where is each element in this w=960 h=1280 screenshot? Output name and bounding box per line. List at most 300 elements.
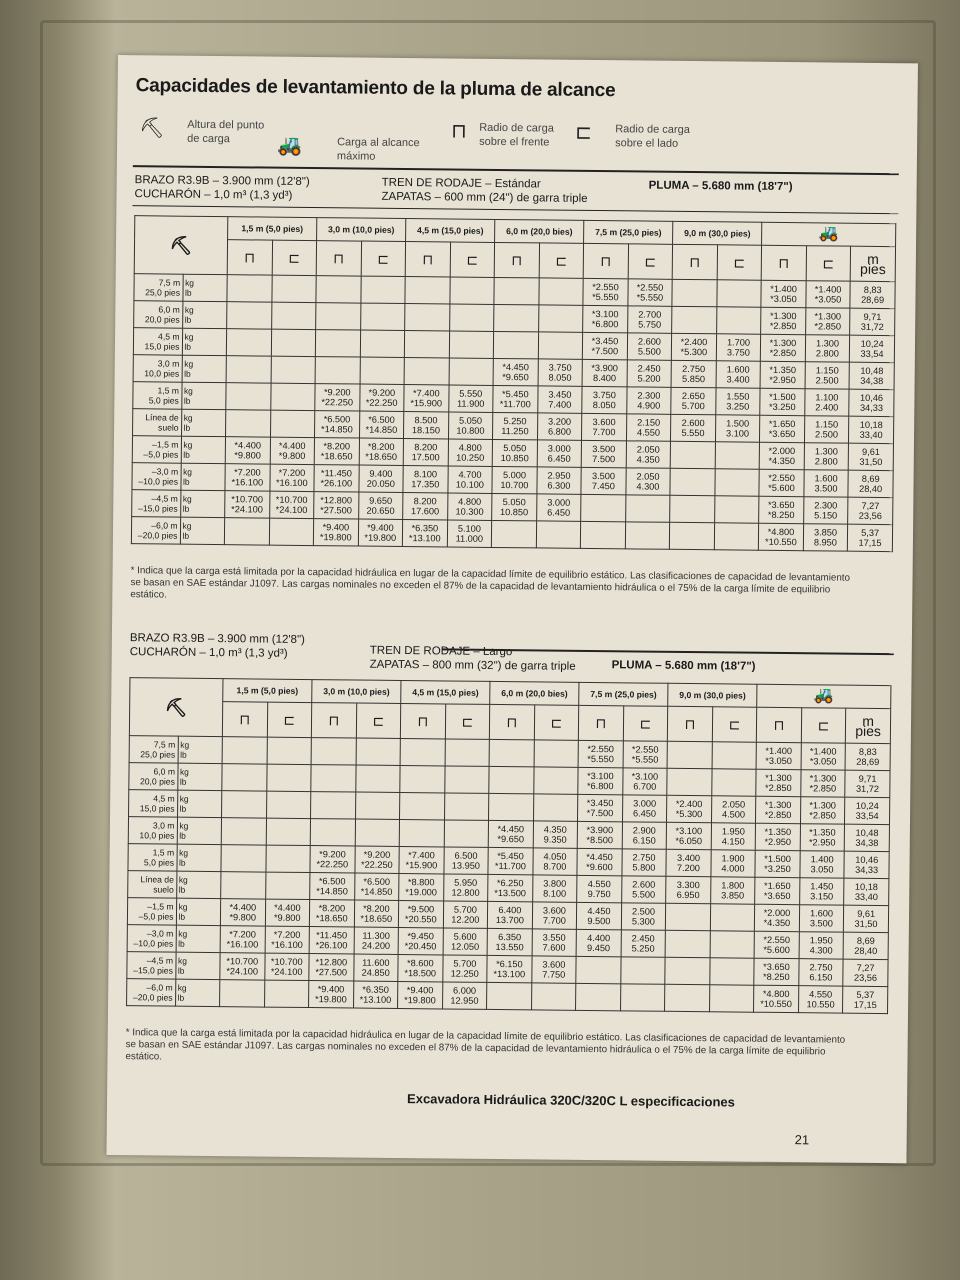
table-cell: [489, 739, 534, 766]
table-cell: *6.500 *14.850: [354, 873, 399, 900]
column-header: 3,0 m (10,0 pies): [312, 680, 401, 704]
table-cell: [667, 768, 712, 795]
table-cell: 3.500 7.500: [581, 440, 626, 467]
table-cell: [531, 983, 576, 1010]
table-cell: 10,46 34,33: [844, 851, 889, 878]
table-cell: *7.200 *16.100: [269, 464, 314, 491]
table-cell: 5,37 17,15: [848, 524, 893, 551]
table-cell: [265, 872, 310, 899]
column-header: 1,5 m (5,0 pies): [223, 679, 312, 703]
table-cell: 1.500 3.100: [715, 415, 760, 442]
table-cell: [538, 332, 583, 359]
front-load-icon: ⊓: [579, 705, 624, 740]
column-header: 9,0 m (30,0 pies): [668, 683, 757, 707]
row-height-label: 1,5 m 5,0 pies: [133, 382, 182, 410]
front-load-icon: ⊓: [400, 703, 445, 738]
front-load-icon: ⊓: [489, 704, 534, 739]
table-cell: 1.300 2.800: [805, 335, 850, 362]
table-cell: [222, 764, 267, 791]
table-cell: [576, 983, 621, 1010]
table-cell: *2.400 *5.300: [672, 333, 717, 360]
row-height-label: 4,5 m 15,0 pies: [129, 790, 178, 818]
table-cell: 3.500 7.450: [581, 467, 626, 494]
legend-item-front: ⊓ Radio de carga sobre el frente: [451, 120, 554, 149]
table-cell: [264, 980, 309, 1007]
table-cell: *7.200 *16.100: [225, 464, 270, 491]
table-cell: [625, 495, 670, 522]
column-header: 4,5 m (15,0 pies): [401, 680, 490, 704]
table-cell: 8.100 17.350: [403, 466, 448, 493]
table-cell: *1.650 *3.650: [760, 415, 805, 442]
footnote-2: * Indica que la carga está limitada por la capacidad hidráulica en lugar de la capacidad límite de equilibrio estático. Las clasificaciones de capacidad de levantamiento se basan en SAE estándar J1097. Las cargas nominales no exceden el 87% de la capacidad de levantamiento hidráulica o el 75% de la carga límite de equilibrio estático.: [125, 1027, 846, 1063]
table-cell: [360, 357, 405, 384]
table-cell: *10.700 *24.100: [220, 953, 265, 980]
table-cell: [405, 304, 450, 331]
table-cell: [271, 356, 316, 383]
table-cell: *9.400 *19.800: [313, 519, 358, 546]
table-cell: 3.450 7.400: [537, 386, 582, 413]
table-cell: *8.200 *18.650: [359, 438, 404, 465]
row-units: kg lb: [180, 490, 225, 517]
column-header: 7,5 m (25,0 pies): [579, 682, 668, 706]
table-cell: 1.550 3.250: [715, 388, 760, 415]
table-cell: 1.700 3.750: [716, 334, 761, 361]
table-cell: [491, 520, 536, 547]
front-load-icon: ⊓: [583, 243, 628, 278]
table-cell: [311, 765, 356, 792]
table-cell: 1.600 3.500: [804, 470, 849, 497]
table-cell: 2.900 6.150: [622, 822, 667, 849]
side-load-icon: ⊏: [356, 703, 401, 738]
front-load-icon: ⊓: [311, 703, 356, 738]
table-cell: *1.350 *2.950: [755, 823, 800, 850]
table-cell: 9,61 31,50: [848, 443, 893, 470]
table-cell: *10.700 *24.100: [269, 491, 314, 518]
table-cell: 5.050 10.850: [492, 439, 537, 466]
table-cell: *6.350 *13.100: [402, 520, 447, 547]
table-cell: *1.300 *2.850: [800, 797, 845, 824]
table-cell: 8,69 28,40: [848, 470, 893, 497]
table-cell: *7.400 *15.900: [399, 846, 444, 873]
table-cell: [224, 518, 269, 545]
table-cell: [400, 792, 445, 819]
row-units: kg lb: [182, 301, 227, 328]
row-height-label: Línea de suelo: [133, 409, 182, 437]
table-cell: 3.600 7.750: [531, 956, 576, 983]
table-cell: *2.550 *5.550: [583, 278, 628, 305]
row-height-label: –4,5 m –15,0 pies: [132, 490, 181, 518]
column-header: 4,5 m (15,0 pies): [406, 219, 495, 243]
table-cell: *10.700 *24.100: [264, 953, 309, 980]
table-cell: [444, 820, 489, 847]
bucket-height-icon: ⛏: [139, 117, 165, 140]
table-cell: 2.500 5.300: [621, 903, 666, 930]
table-cell: [267, 737, 312, 764]
table-cell: [710, 904, 755, 931]
table-cell: *3.650 *8.250: [754, 958, 799, 985]
table-cell: 5.700 12.200: [443, 901, 488, 928]
table-cell: [227, 275, 272, 302]
table-cell: 3.750 8.050: [538, 359, 583, 386]
table-cell: 2.950 6.300: [537, 467, 582, 494]
table-cell: 9,71 31,72: [850, 308, 895, 335]
row-units: kg lb: [175, 952, 220, 979]
table-cell: 3.300 6.950: [666, 876, 711, 903]
table-cell: *9.450 *20.450: [398, 927, 443, 954]
table-cell: *9.400 *19.800: [309, 981, 354, 1008]
row-units: kg lb: [181, 436, 226, 463]
table-cell: *8.200 *18.650: [309, 900, 354, 927]
row-units: kg lb: [176, 925, 221, 952]
table-cell: 5.950 12.800: [443, 874, 488, 901]
table-cell: [356, 738, 401, 765]
table-cell: [576, 956, 621, 983]
table-cell: 5.550 11.900: [448, 385, 493, 412]
table-cell: 6.000 12.950: [442, 982, 487, 1009]
table-cell: *4.800 *10.550: [754, 985, 799, 1012]
legend-item-max-reach: 🚜 Carga al alcance máximo: [276, 134, 420, 163]
table-cell: [404, 331, 449, 358]
page-title: Capacidades de levantamiento de la pluma de alcance: [135, 75, 616, 102]
table-cell: 5.600 12.050: [443, 928, 488, 955]
table-cell: *6.500 *14.850: [310, 873, 355, 900]
table-cell: 3.200 6.800: [537, 413, 582, 440]
table-cell: [269, 518, 314, 545]
table-cell: *1.400 *3.050: [756, 742, 801, 769]
table-cell: *6.500 *14.850: [315, 411, 360, 438]
table-cell: [315, 357, 360, 384]
table-cell: *8.600 *18.500: [398, 954, 443, 981]
table-cell: [670, 495, 715, 522]
column-header: 3,0 m (10,0 pies): [317, 218, 406, 242]
table-cell: [310, 819, 355, 846]
table-cell: [271, 275, 316, 302]
table-cell: 4.350 9.350: [533, 821, 578, 848]
table-cell: *4.450 *9.650: [488, 820, 533, 847]
table-cell: 4.550 10.550: [798, 986, 843, 1013]
side-load-icon: ⊏: [717, 245, 762, 280]
table-cell: 2.300 4.900: [626, 387, 671, 414]
front-load-icon: ⊓: [222, 702, 267, 737]
row-height-label: –6,0 m –20,0 pies: [131, 517, 180, 545]
table-cell: [670, 468, 715, 495]
units-header: m pies: [850, 246, 895, 281]
table-cell: 3.550 7.600: [532, 929, 577, 956]
table-cell: 9,71 31,72: [845, 770, 890, 797]
table-cell: [315, 330, 360, 357]
divider: [132, 205, 898, 214]
table-cell: *4.400 *9.800: [270, 437, 315, 464]
table-cell: 3.400 7.200: [666, 849, 711, 876]
table-cell: 2.700 5.750: [627, 306, 672, 333]
side-load-icon: ⊏: [534, 705, 579, 740]
table-cell: *12.800 *27.500: [314, 492, 359, 519]
table-cell: *1.300 *2.850: [801, 770, 846, 797]
table-cell: 1.600 3.400: [716, 361, 761, 388]
table-cell: [220, 980, 265, 1007]
table-cell: 9.650 20.650: [358, 492, 403, 519]
front-load-icon: ⊓: [668, 706, 713, 741]
table-cell: 1.950 4.300: [799, 932, 844, 959]
table-cell: [665, 957, 710, 984]
table-cell: *3.450 *7.500: [578, 794, 623, 821]
row-height-label: 3,0 m 10,0 pies: [128, 817, 177, 845]
units-header: m pies: [846, 708, 891, 743]
table-cell: *7.200 *16.100: [220, 926, 265, 953]
table-cell: 10,48 34,38: [844, 824, 889, 851]
table-cell: *1.350 *2.950: [760, 361, 805, 388]
table-cell: *1.500 *3.250: [760, 388, 805, 415]
bucket-height-icon: ⛏: [134, 216, 228, 275]
table-cell: [715, 469, 760, 496]
table-cell: [360, 330, 405, 357]
table-cell: 2.450 5.200: [627, 360, 672, 387]
row-units: kg lb: [176, 898, 221, 925]
table-cell: 2.450 5.250: [621, 930, 666, 957]
table-cell: 2.050 4.300: [626, 468, 671, 495]
table-cell: [665, 930, 710, 957]
table-cell: 3.850 8.950: [803, 524, 848, 551]
table-cell: [533, 794, 578, 821]
table-cell: *3.900 8.400: [582, 359, 627, 386]
table-cell: *9.200 *22.250: [359, 384, 404, 411]
table-cell: *2.550 *5.550: [578, 740, 623, 767]
table-cell: *11.450 *26.100: [314, 465, 359, 492]
spec-undercarriage-1: TREN DE RODAJE – Estándar ZAPATAS – 600 mm (24") de garra triple: [381, 176, 588, 205]
table-cell: 8,83 28,69: [845, 743, 890, 770]
table-cell: [670, 522, 715, 549]
table-cell: [311, 738, 356, 765]
table-cell: 2.300 5.150: [803, 497, 848, 524]
spec-arm-bucket-1: BRAZO R3.9B – 3.900 mm (12'8") CUCHARÓN – 1,0 m³ (1,3 yd³): [134, 174, 310, 202]
row-units: kg lb: [178, 736, 223, 763]
row-height-label: –1,5 m –5,0 pies: [132, 436, 181, 464]
table-cell: *3.650 *8.250: [759, 496, 804, 523]
table-cell: [711, 769, 756, 796]
row-units: kg lb: [175, 979, 220, 1006]
table-cell: 3.000 6.450: [622, 795, 667, 822]
row-height-label: 6,0 m 20,0 pies: [134, 301, 183, 329]
front-load-icon: ⊓: [757, 707, 802, 742]
row-units: kg lb: [177, 817, 222, 844]
table-cell: *3.900 *8.500: [577, 821, 622, 848]
side-load-icon: ⊏: [267, 702, 312, 737]
table-cell: [266, 791, 311, 818]
table-cell: *3.450 *7.500: [582, 332, 627, 359]
table-cell: 3.000 6.450: [537, 440, 582, 467]
table-cell: 9.400 20.050: [359, 465, 404, 492]
table-cell: 4.700 10.100: [448, 466, 493, 493]
table-cell: [667, 741, 712, 768]
front-load-icon: ⊓: [672, 244, 717, 279]
table-cell: 5.050 10.800: [448, 412, 493, 439]
table-cell: 8.200 17.500: [403, 439, 448, 466]
table-cell: *6.350 *13.100: [353, 981, 398, 1008]
table-cell: [355, 765, 400, 792]
table-cell: 10,48 34,38: [849, 362, 894, 389]
table-cell: [355, 819, 400, 846]
table-cell: [714, 496, 759, 523]
column-header: 6,0 m (20,0 bies): [495, 219, 584, 243]
table-cell: 2.750 6.150: [799, 959, 844, 986]
table-cell: 5,37 17,15: [843, 986, 888, 1013]
table-cell: [404, 358, 449, 385]
side-load-icon: ⊏: [712, 707, 757, 742]
row-height-label: –4,5 m –15,0 pies: [127, 952, 176, 980]
column-header: 6,0 m (20,0 bies): [490, 681, 579, 705]
table-cell: 5.250 11.250: [493, 412, 538, 439]
table-cell: [710, 931, 755, 958]
table-cell: *4.450 *9.600: [577, 848, 622, 875]
table-cell: *3.100 6.700: [622, 768, 667, 795]
legend-item-side: ⊏ Radio de carga sobre el lado: [575, 121, 690, 150]
side-load-icon: ⊏: [806, 246, 851, 281]
row-units: kg lb: [181, 409, 226, 436]
table-cell: 4.400 9.450: [576, 929, 621, 956]
table-cell: *8.200 *18.650: [314, 438, 359, 465]
side-load-icon: ⊏: [539, 243, 584, 278]
table-cell: 10,24 33,54: [845, 797, 890, 824]
table-cell: [672, 279, 717, 306]
table-cell: [494, 277, 539, 304]
table-cell: [581, 494, 626, 521]
table-cell: [494, 304, 539, 331]
row-units: kg lb: [180, 463, 225, 490]
table-cell: [360, 303, 405, 330]
table-cell: 1.400 3.050: [800, 851, 845, 878]
table-cell: 5.700 12.250: [442, 955, 487, 982]
table-cell: [487, 982, 532, 1009]
max-reach-icon: 🚜: [762, 222, 896, 246]
table-cell: *4.400 *9.800: [265, 899, 310, 926]
table-cell: *6.500 *14.850: [359, 411, 404, 438]
table-cell: 8,69 28,40: [843, 932, 888, 959]
table-cell: [709, 958, 754, 985]
table-cell: 1.600 3.500: [799, 905, 844, 932]
table-cell: 1.300 2.800: [804, 443, 849, 470]
table-cell: 4.550 9.750: [577, 875, 622, 902]
table-cell: [270, 383, 315, 410]
table-cell: *4.400 *9.800: [220, 899, 265, 926]
spec-arm-bucket-2: BRAZO R3.9B – 3.900 mm (12'8") CUCHARÓN – 1,0 m³ (1,3 yd³): [129, 632, 305, 660]
table-cell: 1.150 2.500: [805, 362, 850, 389]
front-load-icon: ⊓: [227, 240, 272, 275]
row-units: kg lb: [181, 382, 226, 409]
table-cell: 4.050 8.700: [533, 848, 578, 875]
table-cell: 4.450 9.500: [577, 902, 622, 929]
front-load-icon: ⊓: [316, 241, 361, 276]
table-cell: 1.950 4.150: [711, 823, 756, 850]
table-cell: *2.550 *5.600: [759, 469, 804, 496]
row-height-label: Línea de suelo: [128, 871, 177, 899]
table-cell: [672, 306, 717, 333]
row-height-label: –1,5 m –5,0 pies: [127, 898, 176, 926]
table-cell: *1.300 *2.850: [756, 769, 801, 796]
row-units: kg lb: [176, 844, 221, 871]
table-cell: 2.600 5.500: [621, 876, 666, 903]
table-cell: [539, 278, 584, 305]
table-cell: [316, 276, 361, 303]
table-cell: [620, 957, 665, 984]
side-load-icon: ⊏: [450, 242, 495, 277]
table-cell: [489, 793, 534, 820]
table-cell: [226, 410, 271, 437]
table-cell: [399, 819, 444, 846]
table-cell: [360, 276, 405, 303]
table-cell: [266, 818, 311, 845]
row-height-label: –3,0 m –10,0 pies: [132, 463, 181, 491]
table-cell: *2.550 *5.550: [623, 741, 668, 768]
table-cell: *1.650 *3.650: [755, 877, 800, 904]
front-load-icon: ⊓: [405, 242, 450, 277]
table-cell: *1.500 *3.250: [755, 850, 800, 877]
row-height-label: –3,0 m –10,0 pies: [127, 925, 176, 953]
table-cell: 2.050 4.500: [711, 796, 756, 823]
row-units: kg lb: [182, 274, 227, 301]
table-cell: *2.550 *5.550: [628, 279, 673, 306]
side-load-icon: ⊏: [628, 244, 673, 279]
max-reach-icon: 🚜: [757, 684, 891, 708]
footnote-1: * Indica que la carga está limitada por la capacidad hidráulica en lugar de la capacidad límite de equilibrio estático. Las clasificaciones de capacidad de levantamiento se basan en SAE estándar J1097. Las cargas nominales no exceden el 87% de la capacidad de levantamiento hidráulica o el 75% de la carga límite de equilibrio estático.: [130, 565, 851, 601]
table-cell: [625, 522, 670, 549]
table-cell: *5.450 *11.700: [493, 385, 538, 412]
table-cell: 9,61 31,50: [844, 905, 889, 932]
table-cell: *1.400 *3.050: [806, 281, 851, 308]
max-reach-icon: 🚜: [276, 134, 303, 157]
table-cell: 1.800 3.850: [710, 877, 755, 904]
table-cell: [221, 845, 266, 872]
table-cell: [311, 792, 356, 819]
row-units: kg lb: [182, 328, 227, 355]
table-cell: 5.000 10.700: [492, 466, 537, 493]
table-cell: 2.150 4.550: [626, 414, 671, 441]
lift-capacity-table-long: [126, 677, 891, 1014]
table-cell: *3.100 *6.050: [666, 822, 711, 849]
table-cell: 2.650 5.700: [671, 387, 716, 414]
table-cell: 6.350 13.550: [487, 928, 532, 955]
table-cell: 8.200 17.600: [403, 493, 448, 520]
table-cell: *2.000 *4.350: [755, 904, 800, 931]
bucket-height-icon: ⛏: [129, 678, 223, 737]
table-cell: 1.450 3.150: [799, 878, 844, 905]
table-cell: *2.400 *5.300: [667, 795, 712, 822]
row-height-label: –6,0 m –20,0 pies: [127, 979, 176, 1007]
table-cell: *11.450 *26.100: [309, 927, 354, 954]
table-cell: 3.750 8.050: [582, 386, 627, 413]
table-cell: [221, 818, 266, 845]
front-load-icon: ⊓: [761, 245, 806, 280]
table-cell: [405, 277, 450, 304]
table-cell: [316, 303, 361, 330]
table-cell: [226, 329, 271, 356]
side-load-icon: ⊏: [361, 241, 406, 276]
table-cell: *8.800 *19.000: [399, 873, 444, 900]
table-cell: [355, 792, 400, 819]
table-cell: [445, 739, 490, 766]
table-cell: *4.400 *9.800: [225, 437, 270, 464]
table-cell: 3.000 6.450: [536, 494, 581, 521]
front-load-icon: ⊓: [451, 120, 467, 143]
table-cell: [449, 358, 494, 385]
lift-capacity-table-standard: [131, 215, 896, 552]
table-cell: 3.600 7.700: [532, 902, 577, 929]
row-units: kg lb: [177, 790, 222, 817]
table-cell: *8.200 *18.650: [354, 900, 399, 927]
table-cell: *9.400 *19.800: [398, 981, 443, 1008]
table-cell: [222, 737, 267, 764]
table-cell: [716, 307, 761, 334]
row-units: kg lb: [176, 871, 221, 898]
